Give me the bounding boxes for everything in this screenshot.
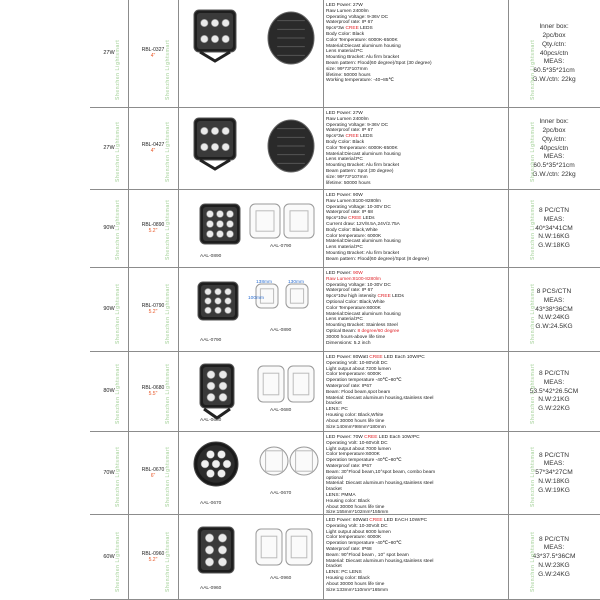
led-chip xyxy=(201,460,209,468)
spec-list xyxy=(326,518,506,593)
spec-highlight: 8 degree/60 degree xyxy=(357,328,400,334)
led-chip xyxy=(225,307,232,314)
table-row xyxy=(90,268,600,352)
spec-highlight: CREE xyxy=(345,134,359,140)
spec-line: Color temperature: 6000K xyxy=(326,535,382,541)
packing-info xyxy=(508,452,600,496)
table-row xyxy=(90,0,600,108)
spec-line: LED Power: 70W CREE LED Each 10W/PC xyxy=(326,435,420,440)
packing-line: G.W:19KG xyxy=(538,486,570,494)
spec-highlight: CREE xyxy=(369,355,383,360)
spec-line: Operation temperature -40℃~80℃ xyxy=(326,541,402,547)
model-number: RBL-0960 xyxy=(141,550,165,557)
drawing-outline xyxy=(250,204,280,238)
spec-line: Mounting Bracket: Alu firm bracket xyxy=(326,163,400,169)
mount-bracket xyxy=(204,409,230,418)
spec-list xyxy=(326,3,506,84)
spec-line: Body Color: Black xyxy=(326,31,365,37)
packing-line: MEAS: xyxy=(543,153,565,161)
packing-line: G.W./ctn: 22kg xyxy=(532,75,576,83)
spec-list xyxy=(326,435,506,516)
spec-line: Beam pattern: Flood(60 degree)/Spot (8 degree) xyxy=(326,256,429,262)
led-chip xyxy=(219,371,227,379)
packing-line: 40pcs/ctn xyxy=(539,144,569,152)
watermark-text: Shenzhen Lightsmart xyxy=(530,39,536,100)
watermark-text: Shenzhen Lightsmart xyxy=(530,446,536,507)
led-chip xyxy=(225,298,232,305)
model-size: 6" xyxy=(150,472,156,479)
led-chip xyxy=(207,371,215,379)
packing-line: 8 PC/CTN xyxy=(538,535,570,543)
watermark-text: Shenzhen Lightsmart xyxy=(530,363,536,424)
drawing-outline xyxy=(258,366,284,402)
model-size: 5.5" xyxy=(148,391,158,397)
led-chip xyxy=(211,143,218,150)
spec-line: Raw Lumen:8100-8280lm xyxy=(326,198,381,204)
lamp-lens xyxy=(197,121,233,157)
packing-line: Inner box: xyxy=(539,23,569,31)
image-label: AAL-0890 xyxy=(270,328,292,333)
spec-line: Lens material:PC xyxy=(326,157,363,163)
spec-line: Beam: 30°Flood beam,10°spot beam, combo beam xyxy=(326,469,436,475)
spec-line: Beam: Flood beam,spot beam xyxy=(326,389,391,395)
led-chip xyxy=(205,307,212,314)
model-size: 4" xyxy=(150,53,156,59)
spec-line: Mounting Bracket: Alu firm bracket xyxy=(326,55,400,61)
watermark-text: Shenzhen Lightsmart xyxy=(530,121,536,182)
led-chip xyxy=(219,382,227,390)
led-chip xyxy=(225,288,232,295)
packing-line: Qty./ctn: xyxy=(541,40,567,48)
led-chip xyxy=(215,298,222,305)
spec-line: Material:Diecast aluminum housing xyxy=(326,239,401,245)
model-number: RBL-0670 xyxy=(141,466,165,473)
spec-line: size: 99*73*107mm xyxy=(326,66,368,72)
packing-line: 57*34*27CM xyxy=(535,469,573,477)
spec-line: Color temperature: 6000K xyxy=(326,372,382,378)
spec-line: Waterproof rate: IP67 xyxy=(326,463,372,469)
spec-line: Beam pattern: Spot (30 degree) xyxy=(326,168,394,174)
spec-line: LED Power: 90W xyxy=(326,271,363,276)
spec-line: Waterproof rate: IP67 xyxy=(326,383,372,389)
led-chip xyxy=(218,451,226,459)
image-label: AAL-0680 xyxy=(200,418,222,423)
watermark-text: Shenzhen Lightsmart xyxy=(115,531,121,592)
packing-line: G.W./ctn: 22kg xyxy=(532,170,576,178)
led-chip xyxy=(205,298,212,305)
spec-line: Mounting Bracket: Alu firm bracket xyxy=(326,250,400,256)
power-cell: 60W xyxy=(103,553,115,560)
image-label: AAL-0960 xyxy=(270,576,292,581)
spec-line: LENS: PC LENS xyxy=(326,570,362,576)
led-chip xyxy=(218,534,226,542)
led-chip xyxy=(217,221,224,228)
watermark-text: Shenzhen Lightsmart xyxy=(165,283,171,344)
spec-line: Raw Lumen 2400lm xyxy=(326,116,369,122)
led-chip xyxy=(201,127,208,134)
table-row xyxy=(90,515,600,600)
spec-line: Dimensions: 5.2 inch xyxy=(326,340,371,346)
model-number: RBL-0427 xyxy=(141,142,165,148)
packing-line: G.W:24.5KG xyxy=(535,323,573,331)
spec-line: Beam: 90°Flood beam , 10° spot beam xyxy=(326,552,409,558)
spec-line: Material: Diecast aluminum housing,stainless steel xyxy=(326,395,434,401)
table-row xyxy=(90,352,600,432)
spec-line: Lens material:PC xyxy=(326,245,363,251)
spec-line: Material: Diecast aluminum housing,stainless steel xyxy=(326,558,434,564)
packing-line: G.W:22KG xyxy=(538,405,570,413)
packing-line: 40pcs/ctn xyxy=(539,49,569,57)
packing-line: N.W:21KG xyxy=(538,396,570,404)
spec-highlight: CREE xyxy=(369,518,383,523)
led-chip xyxy=(227,221,234,228)
spec-line: Housing color: Black,White xyxy=(326,412,384,418)
spec-line: Color Temperature: 6000K-6500K xyxy=(326,37,398,43)
spec-line: Raw Lumen 2400lm xyxy=(326,8,369,14)
spec-line: Material:Diecast aluminum housing xyxy=(326,151,401,157)
spec-highlight: Raw Lumen:8100-8280lm xyxy=(326,276,381,282)
dimension-label: 138mm xyxy=(256,280,272,285)
spec-line: Operating Voltage: 10-30V DC xyxy=(326,204,391,210)
spec-line: About 30000 hours life time xyxy=(326,418,385,424)
spec-list xyxy=(326,355,506,430)
packing-line: MEAS: xyxy=(543,215,565,223)
spec-highlight: CREE xyxy=(377,294,391,300)
led-chip xyxy=(201,19,208,26)
spec-line: Waterproof rate: IP 67 xyxy=(326,128,373,134)
packing-line: 8 PC/CTN xyxy=(538,451,570,459)
led-chip xyxy=(211,127,218,134)
spec-highlight: CREE xyxy=(345,26,359,32)
product-image xyxy=(180,2,322,106)
watermark-text: Shenzhen Lightsmart xyxy=(165,446,171,507)
image-label: AAL-0790 xyxy=(270,244,292,249)
led-chip xyxy=(223,460,231,468)
mount-bracket xyxy=(200,160,230,169)
spec-line: LENS: PC xyxy=(326,407,348,413)
image-label: AAL-0670 xyxy=(270,491,292,496)
packing-line: MEAS: xyxy=(543,460,565,468)
led-chip xyxy=(219,393,227,401)
spec-line: Color Temperature:6000K xyxy=(326,305,381,311)
model-number: RBL-0327 xyxy=(141,47,165,53)
watermark-text: Shenzhen Lightsmart xyxy=(115,283,121,344)
mount-bracket xyxy=(200,52,230,61)
packing-line: MEAS: xyxy=(543,544,565,552)
spec-line: About 30000 hours life time xyxy=(326,581,385,587)
led-chip xyxy=(207,470,215,478)
spec-line: LED Power: 27W xyxy=(326,111,363,116)
spec-line: About 30000 hours life time xyxy=(326,504,385,510)
spec-line: 9pcs*3w CREE LEDS xyxy=(326,134,373,140)
packing-line: 2pc/box xyxy=(542,31,566,39)
spec-line: Housing color: Black xyxy=(326,498,370,504)
model-number: RBL-0790 xyxy=(141,303,165,309)
spec-line: Color temperature:6000K xyxy=(326,452,380,458)
drawing-outline xyxy=(286,284,308,308)
packing-line: N.W:16KG xyxy=(538,233,570,241)
drawing-outline xyxy=(288,366,314,402)
spec-line: Operation temperature -40℃~80℃ xyxy=(326,458,402,464)
watermark-text: Shenzhen Lightsmart xyxy=(165,531,171,592)
led-chip xyxy=(212,460,220,468)
packing-line: 40*34*41CM xyxy=(535,224,573,232)
spec-line: Size:140mm*98mm*180mm xyxy=(326,424,386,430)
spec-list xyxy=(326,111,506,186)
spec-line: Operating Volt: 10-60Volt DC xyxy=(326,440,388,446)
spec-line: LED Power: 27W xyxy=(326,3,363,8)
spec-line: Material:Diecast aluminum housing xyxy=(326,43,401,49)
dimension-label: 130mm xyxy=(288,280,304,285)
model-size: 5.2" xyxy=(148,556,158,563)
watermark-text: Shenzhen Lightsmart xyxy=(115,39,121,100)
spec-line: LED Power: 90W xyxy=(326,193,363,198)
led-chip xyxy=(207,211,214,218)
spec-line: Waterproof rate: IP 67 xyxy=(326,20,373,26)
spec-line: lifetime: 50000 hours xyxy=(326,72,371,78)
spec-line: 9pcs*10w high intensity CREE LEDs xyxy=(326,294,404,300)
led-chip xyxy=(222,127,229,134)
spec-line: Color temperature: 6000K xyxy=(326,233,382,239)
model-size: 4" xyxy=(150,148,156,154)
spec-line: Body Color: Black,White xyxy=(326,227,378,233)
watermark-text: Shenzhen Lightsmart xyxy=(165,199,171,260)
packing-line: MEAS: xyxy=(543,378,565,386)
watermark-text: Shenzhen Lightsmart xyxy=(165,363,171,424)
led-chip xyxy=(215,307,222,314)
packing-info xyxy=(508,370,600,414)
table-row xyxy=(90,432,600,515)
packing-line: 8 PC/CTN xyxy=(538,207,570,214)
packing-info xyxy=(508,118,600,180)
packing-line: 60.5*35*21cm xyxy=(533,67,575,75)
led-chip xyxy=(207,221,214,228)
watermark-text: Shenzhen Lightsmart xyxy=(115,446,121,507)
spec-highlight: 90W xyxy=(352,271,363,276)
spec-line: Current draw: 12V/8.5A,24V/2.75A xyxy=(326,221,400,227)
spec-line: Optical Beam: 8 degree/60 degree xyxy=(326,328,400,334)
spec-line: LED Power: 80Watt CREE LED Each 10W/PC xyxy=(326,355,425,360)
led-chip xyxy=(218,558,226,566)
drawing-outline xyxy=(284,204,314,238)
spec-line: Mounting Bracket: Stainless Steel xyxy=(326,323,398,329)
spec-line: Operating Voltage: 9-36V DC xyxy=(326,122,389,128)
lamp-lens xyxy=(197,13,233,49)
spec-line: bracket xyxy=(326,564,342,570)
image-label: AAL-0670 xyxy=(200,501,222,506)
spec-line: Operating Volt: 10-30Volt DC xyxy=(326,523,388,529)
watermark-text: Shenzhen Lightsmart xyxy=(530,531,536,592)
led-chip xyxy=(207,382,215,390)
table-row xyxy=(90,108,600,190)
model-number: RBL-0890 xyxy=(141,222,165,228)
spec-line: optional xyxy=(326,475,343,481)
watermark-text: Shenzhen Lightsmart xyxy=(115,121,121,182)
watermark-text: Shenzhen Lightsmart xyxy=(165,121,171,182)
drawing-outline xyxy=(256,529,282,565)
power-cell: 80W xyxy=(103,388,115,394)
table-row xyxy=(90,190,600,268)
spec-line: 9pcs*10w CREE LEDs xyxy=(326,216,375,222)
led-chip xyxy=(205,534,213,542)
watermark-text: Shenzhen Lightsmart xyxy=(115,199,121,260)
packing-line: 2pc/box xyxy=(542,126,566,134)
model-size: 5.2" xyxy=(148,228,158,234)
spec-line: Light output about 7200 lumen xyxy=(326,366,391,372)
packing-line: N.W:23KG xyxy=(538,561,570,569)
spec-line: Housing color: Black xyxy=(326,575,370,581)
spec-line: Lens material:PC xyxy=(326,317,363,323)
spec-line: Waterproof rate: IP68 xyxy=(326,546,372,552)
led-chip xyxy=(211,19,218,26)
spec-line: Operation temperature -40℃~80℃ xyxy=(326,378,402,384)
power-cell: 90W xyxy=(103,225,115,231)
drawing-outline xyxy=(286,529,312,565)
product-image xyxy=(180,110,322,188)
spec-line: lifetime: 50000 hours xyxy=(326,180,371,186)
watermark-text: Shenzhen Lightsmart xyxy=(530,199,536,260)
packing-line: N.W:18KG xyxy=(538,477,570,485)
model-size: 5.2" xyxy=(148,309,158,315)
spec-line: Operating Voltage: 10-30V DC xyxy=(326,282,391,288)
model-number: RBL-0680 xyxy=(141,385,165,391)
packing-info xyxy=(508,288,600,332)
packing-line: 43*37.5*36CM xyxy=(532,553,576,561)
power-cell: 70W xyxy=(103,469,115,476)
spec-line: 9pcs*3w CREE LEDS xyxy=(326,26,373,32)
packing-line: MEAS: xyxy=(543,296,565,304)
spec-list xyxy=(326,271,506,346)
packing-line: 8 PCS/CTN xyxy=(536,288,572,295)
image-label: AAL-0790 xyxy=(200,338,222,343)
spec-line: Material:Diecast aluminum housing xyxy=(326,311,401,317)
led-chip xyxy=(218,470,226,478)
spec-line: Light output about 6000 lumen xyxy=(326,529,391,535)
led-chip xyxy=(211,35,218,42)
led-chip xyxy=(222,35,229,42)
spec-line: Operating Volt: 10-80Volt DC xyxy=(326,360,388,366)
spec-list xyxy=(326,193,506,263)
power-cell: 90W xyxy=(103,306,115,312)
watermark-text: Shenzhen Lightsmart xyxy=(115,363,121,424)
image-label: AAL-0960 xyxy=(200,586,222,591)
power-cell: 27W xyxy=(103,145,115,151)
spec-line: size: 99*73*107mm xyxy=(326,174,368,180)
spec-line: LENS: PMMA xyxy=(326,492,356,498)
packing-line: 53.5*42*26.5CM xyxy=(529,387,579,395)
spec-line: bracket xyxy=(326,487,342,493)
spec-line: Beam pattern: Flood(60 degree)/Spot (30 degree) xyxy=(326,60,432,66)
led-chip xyxy=(218,546,226,554)
spec-line: Lens material:PC xyxy=(326,49,363,55)
packing-line: 60.5*35*21cm xyxy=(533,162,575,170)
packing-info xyxy=(508,207,600,251)
packing-line: G.W:24KG xyxy=(538,570,570,578)
spec-line: Waterproof rate: IP 67 xyxy=(326,288,373,294)
led-chip xyxy=(217,231,224,238)
image-label: AAL-0890 xyxy=(200,254,222,259)
spec-highlight: CREE xyxy=(348,216,362,222)
spec-line: Size:133mm*110mm*165mm xyxy=(326,587,389,593)
spec-line: bracket xyxy=(326,401,342,407)
watermark-text: Shenzhen Lightsmart xyxy=(165,39,171,100)
packing-info xyxy=(508,536,600,580)
spec-line: Size:155mm*102mm*155mm xyxy=(326,510,389,516)
packing-line: 43*38*36CM xyxy=(535,305,573,313)
packing-line: Inner box: xyxy=(539,118,569,126)
packing-line: G.W:18KG xyxy=(538,242,570,250)
led-chip xyxy=(207,393,215,401)
led-chip xyxy=(207,451,215,459)
packing-line: N.W:24KG xyxy=(538,314,570,322)
spec-line: Waterproof rate: IP 68 xyxy=(326,210,373,216)
led-chip xyxy=(222,19,229,26)
led-chip xyxy=(201,143,208,150)
led-chip xyxy=(205,558,213,566)
led-chip xyxy=(207,231,214,238)
led-chip xyxy=(201,35,208,42)
spec-highlight: CREE xyxy=(364,435,378,440)
spec-line: Body Color: Black xyxy=(326,139,365,145)
packing-line: 8 PC/CTN xyxy=(538,370,570,377)
product-spec-table xyxy=(90,0,600,600)
led-chip xyxy=(215,288,222,295)
packing-line: MEAS: xyxy=(543,58,565,66)
watermark-text: Shenzhen Lightsmart xyxy=(530,283,536,344)
led-chip xyxy=(222,143,229,150)
packing-line: Qty./ctn: xyxy=(541,135,567,143)
power-cell: 27W xyxy=(103,50,115,56)
spec-line: Light output about 7000 lumen xyxy=(326,446,391,452)
led-chip xyxy=(227,211,234,218)
led-chip xyxy=(227,231,234,238)
spec-line: 30000 hours-above life time xyxy=(326,334,386,340)
packing-info xyxy=(508,23,600,85)
spec-line: Working temperature: -40~85℃ xyxy=(326,78,394,84)
spec-line: Color Temperature: 6000K-6500K xyxy=(326,145,398,151)
spec-line: LED Power: 60Watt CREE LED EACH 10W/PC xyxy=(326,518,428,523)
led-chip xyxy=(205,546,213,554)
led-chip xyxy=(205,288,212,295)
spec-line: Operating Voltage: 9-36V DC xyxy=(326,14,389,20)
spec-line: Optional Color: Black,White xyxy=(326,299,385,305)
spec-line: Material: Diecast aluminum housing,stainless steel xyxy=(326,481,434,487)
dimension-label: 100mm xyxy=(248,296,264,301)
led-chip xyxy=(217,211,224,218)
image-label: AAL-0680 xyxy=(270,408,292,413)
